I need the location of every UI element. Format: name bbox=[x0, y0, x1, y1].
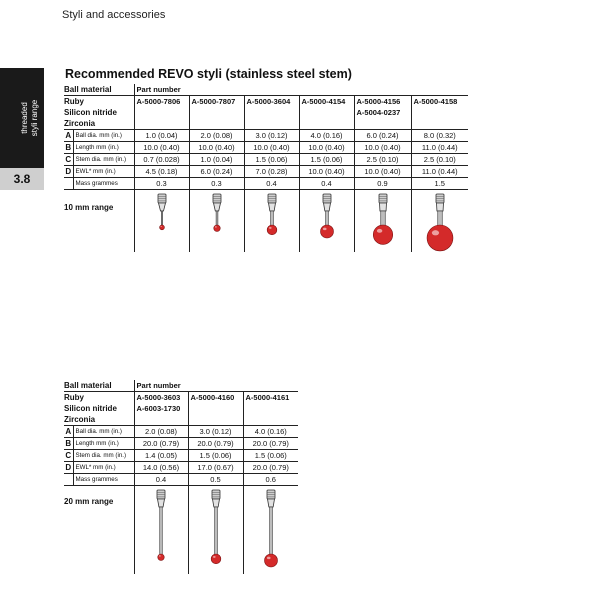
property-value: 20.0 (0.79) bbox=[243, 438, 298, 450]
zirconia-part-number bbox=[299, 118, 354, 130]
property-value: 3.0 (0.12) bbox=[188, 426, 243, 438]
property-value: 20.0 (0.79) bbox=[243, 462, 298, 474]
side-tab-line-1: threaded bbox=[20, 102, 29, 134]
property-label: Stem dia. mm (in.) bbox=[73, 154, 134, 166]
silicon-nitride-part-number bbox=[411, 107, 468, 118]
stylus-body bbox=[213, 203, 220, 211]
zirconia-part-number bbox=[189, 118, 244, 130]
property-value: 11.0 (0.44) bbox=[411, 142, 468, 154]
table-header-row bbox=[64, 380, 298, 392]
stylus-stem bbox=[380, 211, 385, 226]
stylus-illustration bbox=[191, 486, 241, 574]
property-value: 1.5 bbox=[411, 178, 468, 190]
zirconia-label: Zirconia bbox=[64, 414, 134, 426]
stylus-illustration bbox=[137, 190, 187, 252]
stylus-body bbox=[268, 203, 275, 211]
stylus-stem bbox=[270, 211, 273, 226]
property-value: 10.0 (0.40) bbox=[189, 142, 244, 154]
property-value: 7.0 (0.28) bbox=[244, 166, 299, 178]
silicon-nitride-part-number bbox=[243, 403, 298, 414]
property-value: 0.6 bbox=[243, 474, 298, 486]
property-label: Ball dia. mm (in.) bbox=[73, 426, 134, 438]
ruby-part-number: A-5000-4160 bbox=[188, 392, 243, 404]
property-value: 2.0 (0.08) bbox=[134, 426, 188, 438]
section-title: Recommended REVO styli (stainless steel stem) bbox=[65, 67, 352, 81]
side-section-tab bbox=[0, 68, 44, 168]
range-label-cell bbox=[64, 486, 134, 575]
silicon-nitride-part-number: A-5004-0237 bbox=[354, 107, 411, 118]
part-number-header: Part number bbox=[134, 380, 298, 392]
property-value: 0.4 bbox=[134, 474, 188, 486]
stylus-stem bbox=[216, 211, 218, 226]
property-value: 17.0 (0.67) bbox=[188, 462, 243, 474]
ruby-part-number: A-5000-4154 bbox=[299, 96, 354, 108]
property-label: Mass grammes bbox=[73, 178, 134, 190]
property-label: Length mm (in.) bbox=[73, 438, 134, 450]
ruby-ball bbox=[159, 225, 164, 230]
ruby-ball-highlight bbox=[432, 230, 439, 235]
property-value: 0.4 bbox=[299, 178, 354, 190]
ruby-part-number: A-5000-3604 bbox=[244, 96, 299, 108]
row-letter: B bbox=[65, 143, 72, 152]
property-value: 4.0 (0.16) bbox=[299, 130, 354, 142]
row-letter: C bbox=[65, 451, 72, 460]
stylus-body bbox=[379, 203, 386, 211]
ruby-ball-highlight bbox=[322, 228, 326, 231]
property-row bbox=[64, 166, 468, 178]
zirconia-part-number bbox=[411, 118, 468, 130]
property-value: 2.5 (0.10) bbox=[411, 154, 468, 166]
silicon-nitride-row bbox=[64, 107, 468, 118]
property-value: 2.0 (0.08) bbox=[189, 130, 244, 142]
stylus-image-row bbox=[64, 190, 468, 253]
ruby-ball bbox=[211, 554, 221, 564]
property-value: 20.0 (0.79) bbox=[134, 438, 188, 450]
property-row bbox=[64, 450, 298, 462]
property-value: 10.0 (0.40) bbox=[134, 142, 189, 154]
ruby-part-number: A-5000-4156 bbox=[354, 96, 411, 108]
property-value: 10.0 (0.40) bbox=[354, 166, 411, 178]
property-value: 0.4 bbox=[244, 178, 299, 190]
property-value: 6.0 (0.24) bbox=[354, 130, 411, 142]
property-value: 6.0 (0.24) bbox=[189, 166, 244, 178]
ruby-part-number: A-5000-4158 bbox=[411, 96, 468, 108]
silicon-nitride-part-number bbox=[244, 107, 299, 118]
page-header-title: Styli and accessories bbox=[62, 9, 166, 21]
stylus-stem bbox=[214, 507, 217, 555]
property-value: 1.0 (0.04) bbox=[134, 130, 189, 142]
row-letter: B bbox=[65, 439, 72, 448]
property-value: 1.5 (0.06) bbox=[188, 450, 243, 462]
property-label: Length mm (in.) bbox=[73, 142, 134, 154]
property-row bbox=[64, 154, 468, 166]
silicon-nitride-row bbox=[64, 403, 298, 414]
ruby-ball-highlight bbox=[159, 555, 161, 556]
stylus-body bbox=[158, 499, 165, 507]
ruby-ball-highlight bbox=[214, 226, 216, 227]
property-label: Mass grammes bbox=[73, 474, 134, 486]
property-value: 4.0 (0.16) bbox=[243, 426, 298, 438]
stylus-body bbox=[267, 499, 274, 507]
property-value: 3.0 (0.12) bbox=[244, 130, 299, 142]
ruby-row bbox=[64, 392, 298, 404]
stylus-illustration bbox=[247, 190, 297, 252]
property-value: 2.5 (0.10) bbox=[354, 154, 411, 166]
side-tab-label bbox=[20, 73, 40, 163]
stylus-body bbox=[212, 499, 219, 507]
silicon-nitride-part-number bbox=[188, 403, 243, 414]
zirconia-label: Zirconia bbox=[64, 118, 134, 130]
zirconia-part-number bbox=[188, 414, 243, 426]
ruby-ball bbox=[320, 225, 333, 238]
ruby-label: Ruby bbox=[64, 393, 84, 402]
row-letter: D bbox=[65, 463, 72, 472]
range-label: 20 mm range bbox=[64, 497, 114, 506]
stylus-stem bbox=[325, 211, 328, 226]
stylus-illustration bbox=[302, 190, 352, 252]
zirconia-row bbox=[64, 414, 298, 426]
property-row bbox=[64, 426, 298, 438]
property-value: 0.3 bbox=[134, 178, 189, 190]
stylus-body bbox=[158, 203, 165, 211]
range-label: 10 mm range bbox=[64, 203, 114, 212]
ruby-row bbox=[64, 96, 468, 108]
row-letter: A bbox=[65, 427, 72, 436]
row-letter bbox=[64, 474, 73, 486]
ruby-part-number: A-5000-3603 bbox=[134, 392, 188, 404]
zirconia-row bbox=[64, 118, 468, 130]
stylus-body bbox=[323, 203, 330, 211]
property-row bbox=[64, 178, 468, 190]
row-letter: A bbox=[65, 131, 72, 140]
silicon-nitride-part-number: A-6003-1730 bbox=[134, 403, 188, 414]
property-value: 10.0 (0.40) bbox=[354, 142, 411, 154]
zirconia-part-number bbox=[244, 118, 299, 130]
silicon-nitride-part-number bbox=[299, 107, 354, 118]
property-value: 1.4 (0.05) bbox=[134, 450, 188, 462]
property-label: Stem dia. mm (in.) bbox=[73, 450, 134, 462]
part-number-header: Part number bbox=[134, 84, 468, 96]
stylus-stem bbox=[269, 507, 272, 555]
table-header-row bbox=[64, 84, 468, 96]
silicon-nitride-label: Silicon nitride bbox=[64, 404, 117, 413]
stylus-illustration bbox=[246, 486, 296, 574]
ruby-ball-highlight bbox=[267, 557, 271, 560]
property-value: 10.0 (0.40) bbox=[299, 166, 354, 178]
ruby-label: Ruby bbox=[64, 97, 84, 106]
property-label: EWL* mm (in.) bbox=[73, 166, 134, 178]
property-value: 1.5 (0.06) bbox=[244, 154, 299, 166]
zirconia-part-number bbox=[354, 118, 411, 130]
stylus-image-cell bbox=[134, 486, 188, 575]
stylus-illustration bbox=[136, 486, 186, 574]
ruby-ball-highlight bbox=[376, 229, 381, 233]
ball-material-header: Ball material bbox=[64, 380, 134, 392]
side-tab-line-2: styli range bbox=[30, 99, 39, 137]
silicon-nitride-part-number bbox=[189, 107, 244, 118]
silicon-nitride-label: Silicon nitride bbox=[64, 108, 117, 117]
stylus-stem bbox=[438, 211, 443, 226]
property-value: 0.7 (0.028) bbox=[134, 154, 189, 166]
row-letter: D bbox=[65, 167, 72, 176]
property-label: EWL* mm (in.) bbox=[73, 462, 134, 474]
zirconia-part-number bbox=[243, 414, 298, 426]
stylus-illustration bbox=[415, 190, 465, 252]
stylus-illustration bbox=[358, 190, 408, 252]
stylus-stem bbox=[160, 507, 163, 555]
property-value: 1.0 (0.04) bbox=[189, 154, 244, 166]
ruby-ball bbox=[373, 225, 392, 244]
ruby-ball bbox=[264, 554, 277, 567]
property-value: 1.5 (0.06) bbox=[243, 450, 298, 462]
ruby-ball-highlight bbox=[268, 227, 271, 229]
row-letter: C bbox=[65, 155, 72, 164]
stylus-image-cell bbox=[188, 486, 243, 575]
zirconia-part-number bbox=[134, 118, 189, 130]
property-value: 10.0 (0.40) bbox=[244, 142, 299, 154]
property-value: 1.5 (0.06) bbox=[299, 154, 354, 166]
stylus-image-cell bbox=[244, 190, 299, 253]
property-value: 0.5 bbox=[188, 474, 243, 486]
property-row bbox=[64, 130, 468, 142]
section-number: 3.8 bbox=[0, 168, 44, 190]
property-value: 20.0 (0.79) bbox=[188, 438, 243, 450]
ruby-part-number: A-5000-7807 bbox=[189, 96, 244, 108]
property-row bbox=[64, 438, 298, 450]
ball-material-header: Ball material bbox=[64, 84, 134, 96]
range-label-cell bbox=[64, 190, 134, 253]
ruby-ball bbox=[213, 225, 219, 231]
ruby-ball-highlight bbox=[160, 226, 161, 227]
stylus-table-20mm bbox=[64, 380, 298, 574]
ruby-ball-highlight bbox=[212, 556, 215, 558]
stylus-image-row bbox=[64, 486, 298, 575]
ruby-ball bbox=[158, 554, 164, 560]
property-value: 4.5 (0.18) bbox=[134, 166, 189, 178]
property-value: 11.0 (0.44) bbox=[411, 166, 468, 178]
stylus-image-cell bbox=[134, 190, 189, 253]
property-value: 8.0 (0.32) bbox=[411, 130, 468, 142]
silicon-nitride-part-number bbox=[134, 107, 189, 118]
stylus-image-cell bbox=[243, 486, 298, 575]
stylus-image-cell bbox=[354, 190, 411, 253]
property-row bbox=[64, 462, 298, 474]
stylus-body bbox=[436, 203, 443, 211]
row-letter bbox=[64, 178, 73, 190]
property-value: 10.0 (0.40) bbox=[299, 142, 354, 154]
stylus-stem bbox=[161, 211, 162, 226]
ruby-part-number: A-5000-7806 bbox=[134, 96, 189, 108]
property-value: 0.3 bbox=[189, 178, 244, 190]
stylus-image-cell bbox=[299, 190, 354, 253]
property-value: 0.9 bbox=[354, 178, 411, 190]
stylus-table-10mm bbox=[64, 84, 468, 252]
ruby-part-number: A-5000-4161 bbox=[243, 392, 298, 404]
property-row bbox=[64, 142, 468, 154]
zirconia-part-number bbox=[134, 414, 188, 426]
ruby-ball bbox=[267, 225, 277, 235]
ruby-ball bbox=[427, 225, 453, 251]
stylus-image-cell bbox=[189, 190, 244, 253]
property-value: 14.0 (0.56) bbox=[134, 462, 188, 474]
property-label: Ball dia. mm (in.) bbox=[73, 130, 134, 142]
stylus-image-cell bbox=[411, 190, 468, 253]
stylus-illustration bbox=[192, 190, 242, 252]
property-row bbox=[64, 474, 298, 486]
